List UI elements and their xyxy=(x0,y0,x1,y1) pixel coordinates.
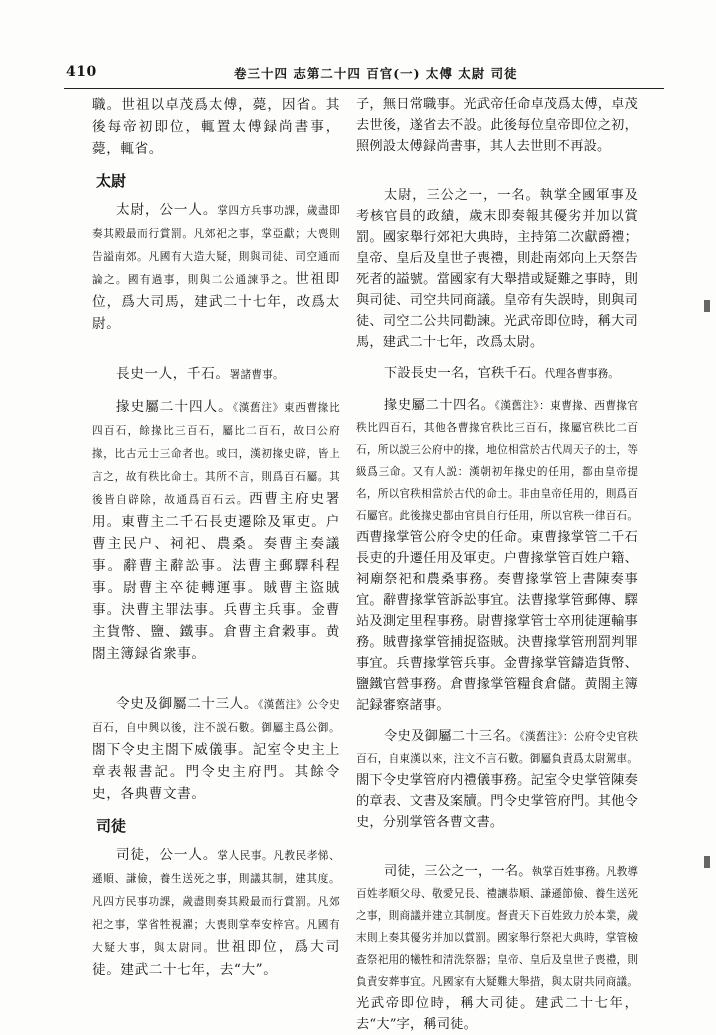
entry-main-text: 長史一人，千石。 xyxy=(116,366,230,382)
translation-note: 《漢舊注》：東曹掾、西曹掾官秩比四百石，其他各曹掾官秩比三百石，掾屬官秩比二百石，所以説三公府中的掾，地位相當於古代周天子的士，等級爲三命。又有人説：漢朝初年掾史的任用，都由皇帝提名，所以官秩相當於古代的命士。非由皇帝任用的，則爲百石屬官。此後掾史都由官員自行任用，所以官秩一律百石。 xyxy=(356,400,638,522)
lingshi-entry xyxy=(92,693,340,805)
entry-tail-text: 閤下令史主閤下威儀事。記室令史主上章表報書記。門令史主府門。其餘令史，各典曹文書。 xyxy=(92,742,340,802)
entry-main-text: 司徒，公一人。 xyxy=(116,847,218,863)
zhangshi-entry xyxy=(92,363,340,386)
translation-column xyxy=(356,94,639,1032)
yuanshi-entry xyxy=(92,396,340,665)
entry-tail-text: 世祖即位，爲大司馬，建武二十七年，改爲太尉。 xyxy=(92,271,340,332)
translation-main-text: 司徒，三公之一，一名。 xyxy=(384,864,532,879)
entry-note: 《漢舊注》公令史百石，自中興以後，注不説石數。御屬主爲公御。 xyxy=(92,699,340,734)
entry-tail-text: 世祖即位，爲大司徒。建武二十七年，去“大”。 xyxy=(92,939,340,978)
continuation-text: 職。世祖以卓茂爲太傅，薨，因省。其後每帝初即位，輒置太傅録尚書事，薨，輒省。 xyxy=(92,97,340,157)
left-continuation xyxy=(92,94,340,160)
entry-note: 掌四方兵事功課，歲盡即奏其殿最而行賞罰。凡郊祀之事，掌亞獻；大喪則告謚南郊。凡國有大造大疑，則與司徒、司空通而論之。國有過事，則與二公通諫爭之。 xyxy=(92,205,340,286)
section-heading-taiwei: 太尉 xyxy=(96,172,127,190)
translation-main-text: 掾史屬二十四名。 xyxy=(384,398,495,413)
entry-tail-text: 西曹主府史署用。東曹主二千石長吏遷除及軍吏。户曹主民户、祠祀、農桑。奏曹主奏議事。辭曹主辭訟事。法曹主郵驛科程事。尉曹主卒徒轉運事。賊曹主盜賊事。決曹主罪法事。兵曹主兵事。金曹主貨幣、鹽、鐵事。倉曹主倉穀事。黄閤主簿録省衆事。 xyxy=(92,491,340,662)
translation-yuanshi xyxy=(356,395,638,716)
entry-note: 《漢舊注》東西曹掾比四百石，餘掾比三百石，屬比二百石，故曰公府掾，比古元士三命者也。或曰，漢初掾史辟，皆上言之，故有秩比命士。其所不言，則爲百石屬。其後皆自辟除，故通爲百石云。 xyxy=(92,402,340,506)
translation-note: 代理各曹事務。 xyxy=(544,368,619,380)
entry-main-text: 掾史屬二十四人。 xyxy=(116,399,233,415)
translation-continuation: 子，無日常職事。光武帝任命卓茂爲太傅，卓茂去世後，遂省去不設。此後每位皇帝即位之初，照例設太傅録尚書事，其人去世則不再設。 xyxy=(356,97,638,154)
scan-edge-mark xyxy=(704,300,710,312)
translation-lingshi xyxy=(356,726,638,833)
page-header xyxy=(64,58,664,89)
entry-note: 署諸曹事。 xyxy=(229,369,285,381)
translation-tail-text: 閤下令史掌管府内禮儀事務。記室令史掌管陳奏的章表、文書及案牘。門令史掌管府門。其他令史，分别掌管各曹文書。 xyxy=(356,773,638,830)
translation-tail-text: 西曹掾掌管公府令史的任命。東曹掾掌管二千石長吏的升遷任用及軍吏。户曹掾掌管百姓户籍、祠廟祭祀和農桑事務。奏曹掾掌管上書陳奏事宜。辭曹掾掌管訴訟事宜。法曹掾掌管郵傳、驛站及測定里程事務。尉曹掾掌管士卒刑徒運輸事務。賊曹掾掌管捕捉盜賊。決曹掾掌管刑罰判罪事宜。兵曹掾掌管兵事。金曹掾掌管鑄造貨幣、鹽鐵官營事務。倉曹掾掌管糧食倉儲。黄閤主簿記録審察諸事。 xyxy=(356,530,638,713)
scan-edge-mark xyxy=(704,856,710,868)
entry-main-text: 太尉，公一人。 xyxy=(116,202,218,218)
situ-entry xyxy=(92,844,340,981)
translation-note: 《漢舊注》：公府令史官秩百石，自東漢以來，注文不言石數。御屬負責爲太尉駕車。 xyxy=(356,731,639,765)
translation-main-text: 下設長史一名，官秩千石。 xyxy=(384,366,545,381)
taiwei-entry xyxy=(92,199,340,335)
page-number: 410 xyxy=(66,64,97,80)
translation-tail-text: 光武帝即位時，稱大司徒。建武二十七年，去“大”字，稱司徒。 xyxy=(356,996,638,1032)
translation-note: 執掌百姓事務。凡教導百姓孝順父母、敬愛兄長、禮讓恭順、謙遜節儉、養生送死之事，則商議并建立其制度。督責天下百姓致力於本業，歲末則上奏其優劣并加以賞罰。國家舉行祭祀大典時，掌管檢查祭祀用的犧牲和清洗祭器；皇帝、皇后及皇世子喪禮，則負責安葬事宜。凡國家有大疑難大舉措，與太尉共同商議。 xyxy=(356,866,638,988)
translation-main-text: 令史及御屬二十三名。 xyxy=(384,729,520,744)
translation-taiwei: 太尉，三公之一，一名。執掌全國軍事及考核官員的政績，歲末即奏報其優劣并加以賞罰。國家舉行郊祀大典時，主持第二次獻爵禮；皇帝、皇后及皇世子喪禮，則赴南郊向上天祭告死者的謚號。當國家有大舉措或疑難之事時，則與司徒、司空共同商議。皇帝有失誤時，則與司徒、司空二公共同勸諫。光武帝即位時，稱大司馬，建武二十七年，改爲太尉。 xyxy=(356,188,638,350)
entry-note: 掌人民事。凡教民孝悌、遜順、謙儉，養生送死之事，則議其制，建其度。凡四方民事功課，歲盡則奏其殿最而行賞罰。凡郊祀之事，掌省牲視濯；大喪則掌奉安梓宫。凡國有大疑大事，與太尉同。 xyxy=(92,850,340,954)
section-heading-situ: 司徒 xyxy=(96,817,127,835)
translation-zhangshi xyxy=(356,363,638,385)
entry-main-text: 令史及御屬二十三人。 xyxy=(116,696,259,712)
translation-situ xyxy=(356,861,638,1035)
running-title: 卷三十四 志第二十四 百官(一) 太傅 太尉 司徒 xyxy=(234,66,518,81)
classical-text-column xyxy=(92,94,340,978)
